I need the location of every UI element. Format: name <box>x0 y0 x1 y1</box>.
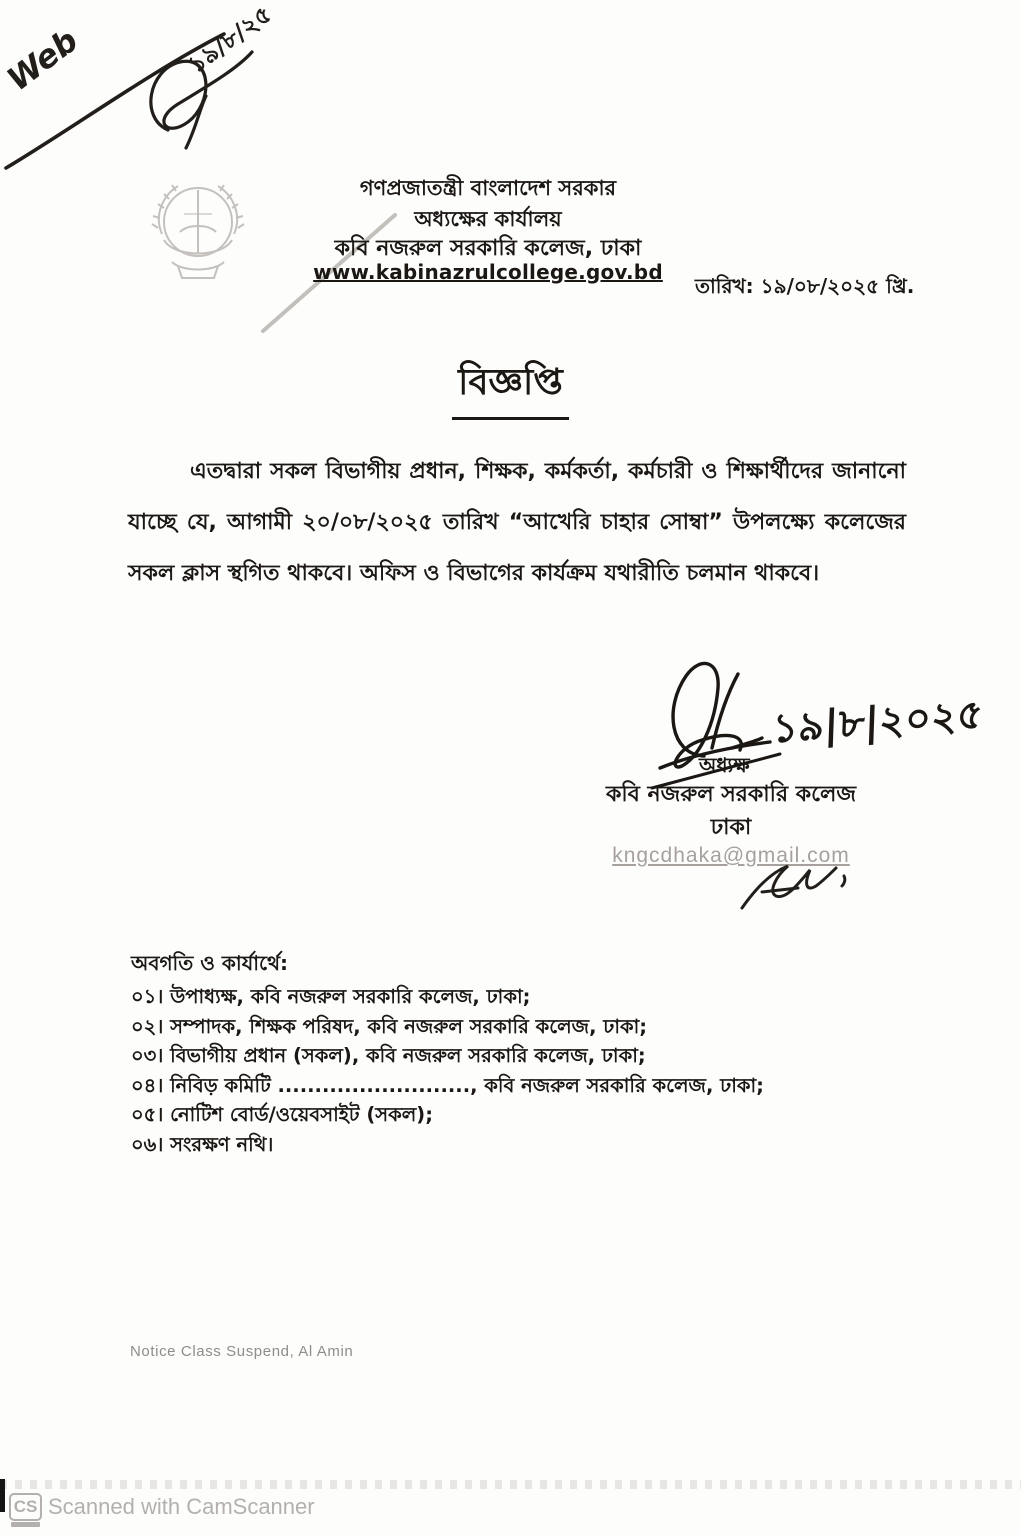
letterhead-website: www.kabinazrulcollege.gov.bd <box>313 260 663 284</box>
file-reference-note: Notice Class Suspend, Al Amin <box>130 1343 354 1360</box>
camscanner-logo-icon: CS <box>9 1493 42 1521</box>
signature-city-line: ঢাকা <box>710 815 752 840</box>
handwritten-web-word: Web <box>0 21 85 99</box>
notice-date: তারিখ: ১৯/০৮/২০২৫ খ্রি. <box>695 274 915 298</box>
distribution-item-4: ০৪। নিবিড় কমিটি .........................., কবি নজরুল সরকারি কলেজ, ঢাকা; <box>131 1073 764 1097</box>
signature-designation: অধ্যক্ষ <box>699 753 750 777</box>
letterhead-college-line: কবি নজরুল সরকারি কলেজ, ঢাকা <box>334 236 642 261</box>
signature-handwritten-date: ১৯|৮|২০২৫ <box>771 691 984 753</box>
distribution-heading: অবগতি ও কার্যার্থে: <box>131 951 289 975</box>
distribution-list <box>131 982 771 1160</box>
distribution-item-2: ০২। সম্পাদক, শিক্ষক পরিষদ, কবি নজরুল সরকারি কলেজ, ঢাকা; <box>131 1014 648 1038</box>
distribution-item-6: ০৬। সংরক্ষণ নথি। <box>131 1132 274 1156</box>
handwritten-initials <box>732 858 852 913</box>
signature-college-line: কবি নজরুল সরকারি কলেজ <box>605 782 857 807</box>
college-seal-logo <box>138 170 258 294</box>
signature-email: kngcdhaka@gmail.com <box>612 844 850 867</box>
notice-body-paragraph: এতদ্বারা সকল বিভাগীয় প্রধান, শিক্ষক, কর্মকর্তা, কর্মচারী ও শিক্ষার্থীদের জানানো যাচ্ছে যে, আগামী ২০/০৮/২০২৫ তারিখ “আখেরি চাহার সোম্বা” উপলক্ষ্যে কলেজের সকল ক্লাস স্থগিত থাকবে। অফিস ও বিভাগের কার্যক্রম যথারীতি চলমান থাকবে। <box>128 459 906 586</box>
handwritten-web-annotation <box>0 0 290 185</box>
letterhead-office-line: অধ্যক্ষের কার্যালয় <box>414 207 562 231</box>
handwritten-scribble-date: ১৯/৮/২৫ <box>183 0 277 79</box>
scan-edge-noise <box>0 1480 1021 1489</box>
camscanner-watermark-label: Scanned with CamScanner <box>48 1494 315 1519</box>
distribution-item-5: ০৫। নোটিশ বোর্ড/ওয়েবসাইট (সকল); <box>131 1103 434 1127</box>
letterhead-government-line: গণপ্রজাতন্ত্রী বাংলাদেশ সরকার <box>359 176 617 200</box>
notice-title: বিজ্ঞপ্তি <box>452 355 569 420</box>
distribution-item-3: ০৩। বিভাগীয় প্রধান (সকল), কবি নজরুল সরকারি কলেজ, ঢাকা; <box>131 1044 646 1068</box>
notice-title-row <box>0 355 1021 420</box>
camscanner-logo-tab <box>11 1522 40 1527</box>
scan-edge-sliver <box>0 1479 5 1512</box>
distribution-item-1: ০১। উপাধ্যক্ষ, কবি নজরুল সরকারি কলেজ, ঢাকা; <box>131 985 531 1008</box>
